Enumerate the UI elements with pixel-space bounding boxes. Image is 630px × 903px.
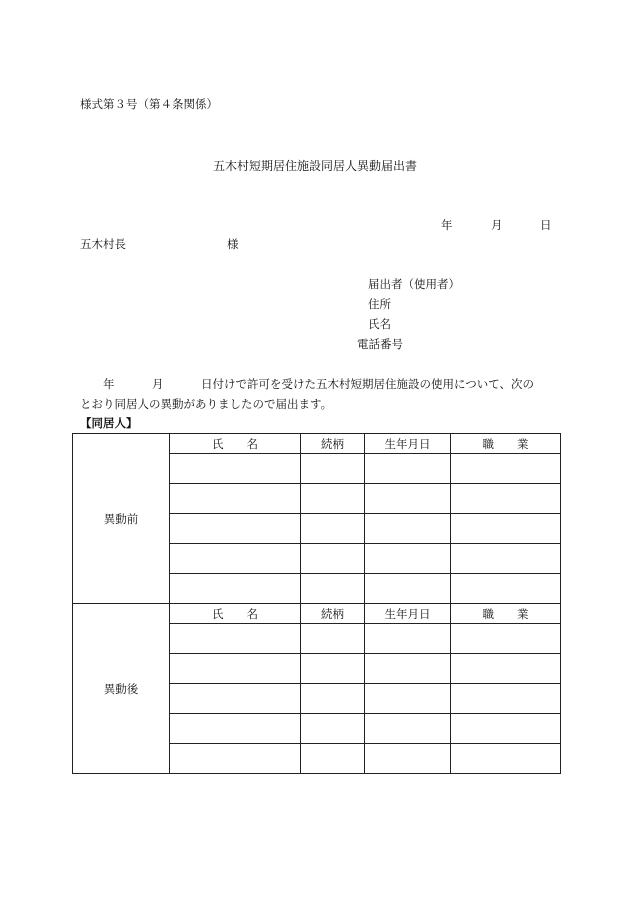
occupation-cell[interactable] bbox=[451, 714, 561, 744]
date-month-label: 月 bbox=[491, 218, 503, 232]
cohabitant-table-wrapper bbox=[72, 433, 561, 774]
relationship-cell[interactable] bbox=[301, 574, 365, 604]
occupation-cell[interactable] bbox=[451, 454, 561, 484]
addressee-name: 五木村長 bbox=[80, 237, 126, 251]
relationship-cell[interactable] bbox=[301, 654, 365, 684]
col-header-birthdate: 生年月日 bbox=[365, 434, 451, 454]
relationship-cell[interactable] bbox=[301, 684, 365, 714]
name-cell[interactable] bbox=[170, 744, 301, 774]
occupation-cell[interactable] bbox=[451, 624, 561, 654]
section-label: 【同居人】 bbox=[80, 416, 138, 430]
birthdate-cell[interactable] bbox=[365, 744, 451, 774]
name-cell[interactable] bbox=[170, 624, 301, 654]
name-cell[interactable] bbox=[170, 484, 301, 514]
name-cell[interactable] bbox=[170, 544, 301, 574]
body-text-line1: 日付けで許可を受けた五木村短期居住施設の使用について、次の bbox=[201, 377, 535, 391]
relationship-cell[interactable] bbox=[301, 744, 365, 774]
date-year-label: 年 bbox=[441, 218, 453, 232]
relationship-cell[interactable] bbox=[301, 514, 365, 544]
table-header-row bbox=[73, 434, 561, 454]
name-cell[interactable] bbox=[170, 514, 301, 544]
relationship-cell[interactable] bbox=[301, 544, 365, 574]
applicant-heading: 届出者（使用者） bbox=[368, 277, 460, 291]
birthdate-cell[interactable] bbox=[365, 714, 451, 744]
relationship-cell[interactable] bbox=[301, 624, 365, 654]
cohabitant-table bbox=[72, 433, 561, 774]
occupation-cell[interactable] bbox=[451, 574, 561, 604]
date-day-label: 日 bbox=[540, 218, 552, 232]
body-month-label: 月 bbox=[152, 377, 164, 391]
relationship-cell[interactable] bbox=[301, 714, 365, 744]
group-label-before: 異動前 bbox=[73, 434, 170, 604]
col-header-relationship: 続柄 bbox=[301, 604, 365, 624]
table-header-row bbox=[73, 604, 561, 624]
birthdate-cell[interactable] bbox=[365, 484, 451, 514]
occupation-cell[interactable] bbox=[451, 514, 561, 544]
col-header-relationship: 続柄 bbox=[301, 434, 365, 454]
applicant-phone-label: 電話番号 bbox=[357, 337, 403, 351]
applicant-name-label: 氏名 bbox=[368, 317, 391, 331]
document-title: 五木村短期居住施設同居人異動届出書 bbox=[212, 159, 417, 173]
col-header-name: 氏 名 bbox=[170, 434, 301, 454]
col-header-name: 氏 名 bbox=[170, 604, 301, 624]
birthdate-cell[interactable] bbox=[365, 684, 451, 714]
relationship-cell[interactable] bbox=[301, 484, 365, 514]
form-number: 様式第３号（第４条関係） bbox=[80, 97, 218, 111]
body-text-line2: とおり同居人の異動がありましたので届出ます。 bbox=[80, 397, 333, 411]
col-header-birthdate: 生年月日 bbox=[365, 604, 451, 624]
name-cell[interactable] bbox=[170, 574, 301, 604]
occupation-cell[interactable] bbox=[451, 684, 561, 714]
body-year-label: 年 bbox=[103, 377, 115, 391]
occupation-cell[interactable] bbox=[451, 544, 561, 574]
col-header-occupation: 職 業 bbox=[451, 434, 561, 454]
group-label-after: 異動後 bbox=[73, 604, 170, 774]
birthdate-cell[interactable] bbox=[365, 624, 451, 654]
name-cell[interactable] bbox=[170, 714, 301, 744]
birthdate-cell[interactable] bbox=[365, 574, 451, 604]
name-cell[interactable] bbox=[170, 684, 301, 714]
name-cell[interactable] bbox=[170, 454, 301, 484]
col-header-occupation: 職 業 bbox=[451, 604, 561, 624]
applicant-address-label: 住所 bbox=[368, 297, 391, 311]
birthdate-cell[interactable] bbox=[365, 514, 451, 544]
birthdate-cell[interactable] bbox=[365, 454, 451, 484]
birthdate-cell[interactable] bbox=[365, 654, 451, 684]
relationship-cell[interactable] bbox=[301, 454, 365, 484]
addressee-honorific: 様 bbox=[227, 237, 239, 251]
occupation-cell[interactable] bbox=[451, 484, 561, 514]
occupation-cell[interactable] bbox=[451, 654, 561, 684]
name-cell[interactable] bbox=[170, 654, 301, 684]
occupation-cell[interactable] bbox=[451, 744, 561, 774]
birthdate-cell[interactable] bbox=[365, 544, 451, 574]
